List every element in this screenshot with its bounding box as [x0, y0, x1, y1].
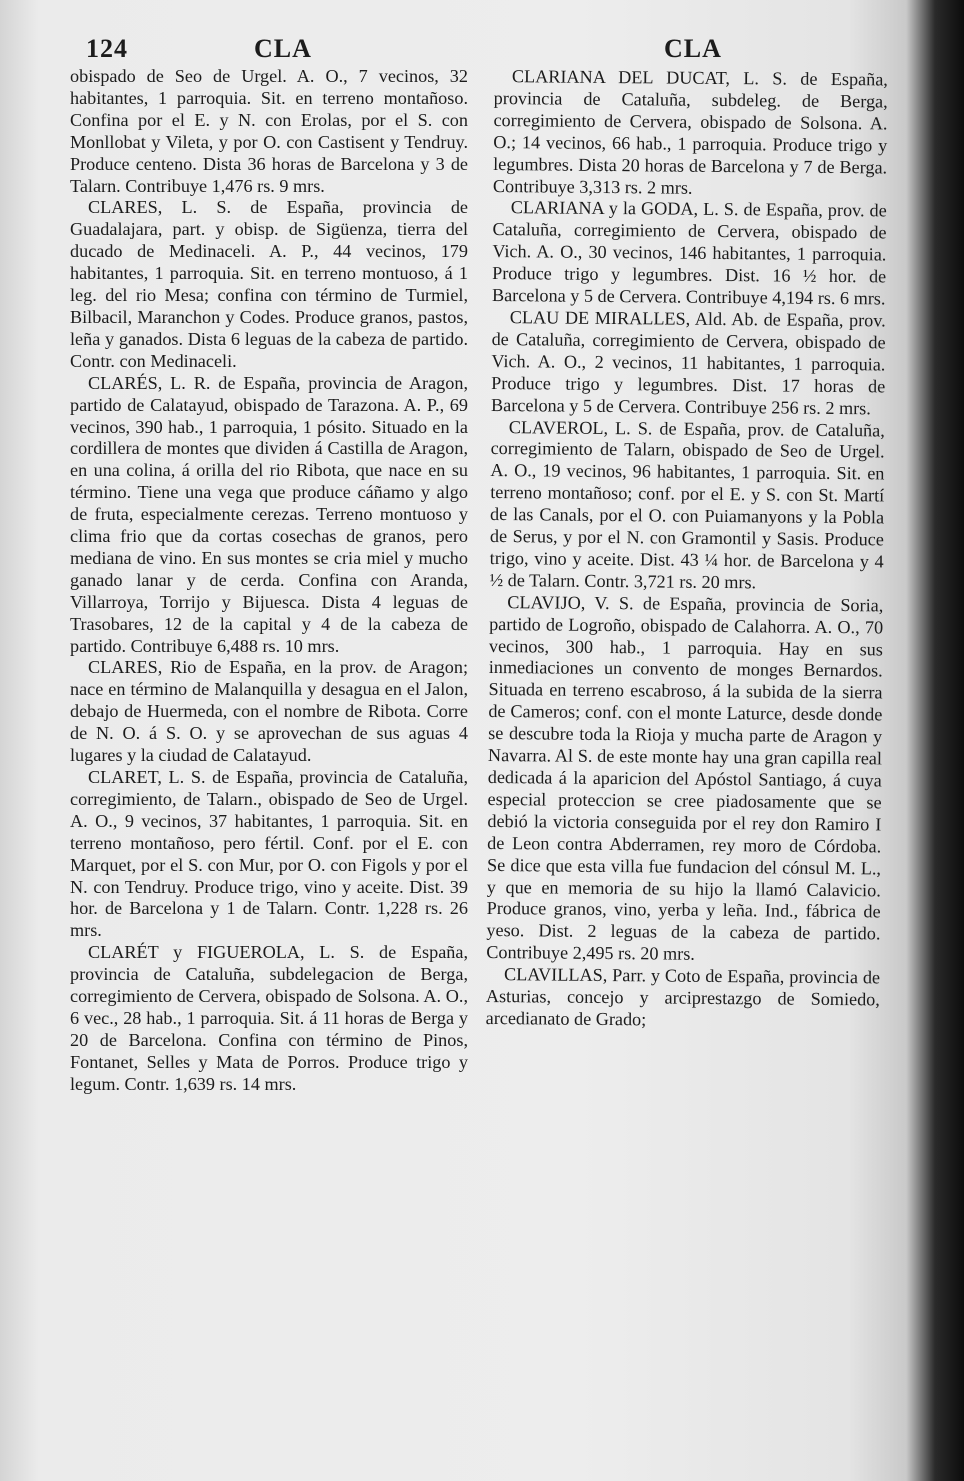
entry-clavijo: CLAVIJO, V. S. de España, provincia de Soria, partido de Logroño, obispado de Calahorra. A. O., 70 vecinos, 300 hab., 1 parroquia. Hay en sus inmediaciones un convento de monges Bernardos. Situada en terreno escabroso, á la subida de la sierra de Cameros; conf. con el monte Laturce, desde donde se descubre toda la Rioja y mucha parte de Aragon y Navarra. Al S. de este monte hay una gran capilla real dedicada á la aparicion del Apóstol Santiago, á cuya especial proteccion se cree piadosamente que se debió la victoria conseguida por el rey don Ramiro I de Leon contra Abderramen, rey moro de Córdoba. Se dice que esta villa fue fundacion del cónsul M. L., y que en memoria de su hijo la llamó Calavicio. Produce granos, vino, yerba y leña. Ind., fábrica de yeso. Dist. 2 leguas de la cabeza de partido. Contribuye 2,495 rs. 20 mrs.	[486, 591, 884, 965]
left-column	[70, 66, 468, 1096]
entry-claret-figuerola: CLARÉT y FIGUEROLA, L. S. de España, provincia de Cataluña, subdelegacion de Berga, corregimiento de Cervera, obispado de Solsona. A. O., 6 vec., 28 hab., 1 parroquia. Sit. á 11 horas de Berga y 20 de Barcelona. Confina con término de Pinos, Fontanet, Selles y Mata de Porros. Produce trigo y legum. Contr. 1,639 rs. 14 mrs.	[70, 942, 468, 1094]
right-running-head: CLA	[664, 34, 722, 63]
entry-clares-rio: CLARES, Rio de España, en la prov. de Aragon; nace en término de Malanquilla y desagua en el Jalon, debajo de Huermeda, con el nombre de Ribota. Corre de N. O. á S. O. y se aprovechan de sus aguas 4 lugares y la ciudad de Calatayud.	[70, 657, 468, 766]
entry-continuation: obispado de Seo de Urgel. A. O., 7 vecinos, 32 habitantes, 1 parroquia. Sit. en terreno montañoso. Confina por el E. y N. con Erolas, por el S. con Monllobat y Vileta, y por O. con Castisent y Tendruy. Produce centeno. Dista 36 horas de Barcelona y 3 de Talarn. Contribuye 1,476 rs. 9 mrs.	[70, 66, 468, 196]
entry-claret: CLARET, L. S. de España, provincia de Cataluña, corregimiento, de Talarn., obispado de Seo de Urgel. A. O., 9 vecinos, 37 habitantes, 1 parroquia. Sit. en terreno montañoso, pero fértil. Conf. por el E. con Marquet, por el S. con Mur, por O. con Figols y por el N. con Tendruy. Produce trigo, vino y aceite. Dist. 39 hor. de Barcelona y 1 de Talarn. Contr. 1,228 rs. 26 mrs.	[70, 767, 468, 941]
entry-clares-guadalajara: CLARES, L. S. de España, provincia de Guadalajara, part. y obisp. de Sigüenza, tierra del ducado de Medinaceli. A. P., 44 vecinos, 179 habitantes, 1 parroquia. Sit. en terreno montuoso, á 1 leg. del rio Mesa; confina con término de Turmiel, Bilbacil, Maranchon y Codes. Produce granos, pastos, leña y ganados. Dista 6 leguas de la cabeza de partido. Contr. con Medinaceli.	[70, 197, 468, 371]
entry-clau-miralles: CLAU DE MIRALLES, Ald. Ab. de España, prov. de Cataluña, corregimiento de Cervera, obispado de Vich. A. O., 2 vecinos, 11 habitantes, 1 parroquia. Produce trigo y legumbres. Dist. 17 horas de Barcelona y 5 de Cervera. Contribuye 256 rs. 2 mrs.	[490, 307, 886, 418]
entry-clares-aragon: CLARÉS, L. R. de España, provincia de Aragon, partido de Calatayud, obispado de Tarazona. A. P., 69 vecinos, 390 hab., 1 parroquia, 1 pósito. Situado en la cordillera de montes que dividen á Castilla de Aragon, en una colina, á orilla del rio Ribota, que nace en su término. Tiene una vega que produce cáñamo y algo de fruta, especialmente cerezas. Terreno montuoso y clima frio que da cortas cosechas de granos, pero mediana de vino. En sus montes se cria miel y mucho ganado lanar y de cerda. Confina con Aranda, Villarroya, Torrijo y Bijuesca. Dista 4 leguas de Trasobares, 12 de la capital y 4 de la cabeza de partido. Contribuye 6,488 rs. 10 mrs.	[70, 372, 468, 656]
entry-clariana-ducat: CLARIANA DEL DUCAT, L. S. de España, provincia de Cataluña, subdeleg. de Berga, corregimiento de Cervera, obispado de Solsona. A. O.; 14 vecinos, 66 hab., 1 parroquia. Produce trigo y legumbres. Dista 20 horas de Barcelona y 7 de Berga. Contribuye 3,313 rs. 2 mrs.	[492, 66, 888, 198]
page-number: 124	[86, 34, 128, 63]
entry-claverol: CLAVEROL, L. S. de España, prov. de Cataluña, corregimiento de Talarn, obispado de Seo de Urgel. A. O., 19 vecinos, 96 habitantes, 1 parroquia. Sit. en terreno montañoso; conf. por el E. y S. con St. Martí de las Canals, por el O. con Puiamanyons y la Pobla de Serus, y por el N. con Gramontil y Sasis. Produce trigo, vino y aceite. Dist. 43 ¼ hor. de Barcelona y 4 ½ de Talarn. Contr. 3,721 rs. 20 mrs.	[489, 416, 885, 593]
right-column	[486, 66, 888, 1033]
entry-clavillas: CLAVILLAS, Parr. y Coto de España, provincia de Asturias, concejo y arciprestazgo de Somiedo, arcedianato de Grado;	[485, 964, 881, 1030]
entry-clariana-goda: CLARIANA y la GODA, L. S. de España, prov. de Cataluña, corregimiento de Cervera, obispado de Vich. A. O., 30 vecinos, 146 habitantes, 1 parroquia. Produce trigo y legumbres. Dist. 16 ½ hor. de Barcelona y 5 de Cervera. Contribuye 4,194 rs. 6 mrs.	[491, 197, 887, 309]
left-running-head: CLA	[254, 34, 312, 63]
